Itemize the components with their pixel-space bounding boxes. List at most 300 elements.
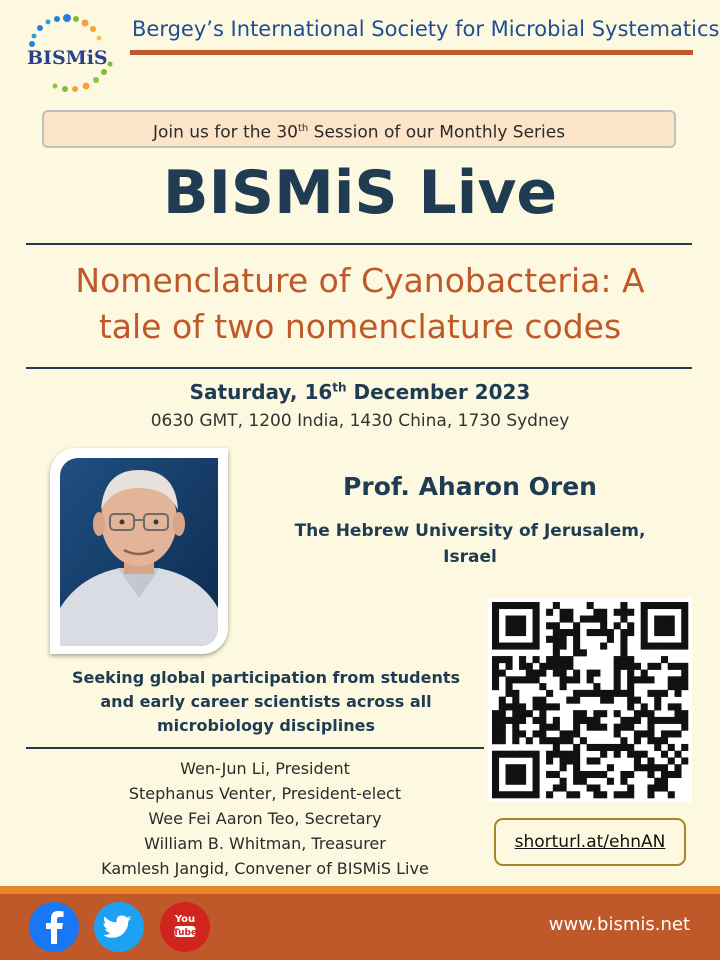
qr-module — [641, 703, 648, 710]
qr-module — [519, 602, 526, 609]
qr-module — [614, 690, 621, 697]
qr-module — [627, 697, 634, 704]
qr-module — [533, 730, 540, 737]
qr-module — [661, 730, 668, 737]
qr-module — [573, 791, 580, 798]
qr-module — [607, 778, 614, 785]
qr-module — [600, 751, 607, 758]
qr-module — [512, 703, 519, 710]
qr-module — [647, 676, 654, 683]
organization-name: Bergey’s International Society for Microbial Systematics — [132, 17, 720, 41]
qr-module — [647, 710, 654, 717]
qr-module — [519, 764, 526, 771]
qr-module — [560, 764, 567, 771]
qr-module — [681, 629, 688, 636]
banner-ordinal: th — [298, 123, 309, 134]
qr-module — [627, 751, 634, 758]
qr-module — [506, 778, 513, 785]
qr-module — [573, 778, 580, 785]
qr-module — [681, 717, 688, 724]
qr-module — [614, 744, 621, 751]
qr-module — [533, 757, 540, 764]
qr-module — [512, 710, 519, 717]
qr-module — [580, 649, 587, 656]
qr-module — [681, 643, 688, 650]
qr-module — [661, 622, 668, 629]
qr-module — [593, 683, 600, 690]
qr-module — [587, 724, 594, 731]
qr-module — [593, 791, 600, 798]
qr-module — [539, 730, 546, 737]
qr-module — [539, 737, 546, 744]
qr-module — [560, 609, 567, 616]
qr-module — [674, 764, 681, 771]
qr-module — [492, 757, 499, 764]
qr-module — [674, 710, 681, 717]
title-divider-bottom — [26, 367, 692, 369]
qr-module — [627, 784, 634, 791]
qr-module — [573, 697, 580, 704]
event-date-day: Saturday, 16 — [189, 380, 333, 404]
officers-list — [60, 756, 470, 881]
qr-module — [560, 643, 567, 650]
qr-module — [674, 643, 681, 650]
qr-module — [566, 676, 573, 683]
qr-module — [681, 616, 688, 623]
qr-module — [681, 744, 688, 751]
qr-module — [512, 737, 519, 744]
qr-module — [553, 629, 560, 636]
qr-module — [573, 629, 580, 636]
event-date-month-year: December 2023 — [346, 380, 531, 404]
qr-module — [566, 629, 573, 636]
qr-module — [512, 791, 519, 798]
qr-module — [647, 724, 654, 731]
qr-module — [614, 791, 621, 798]
qr-module — [533, 656, 540, 663]
qr-module — [627, 622, 634, 629]
qr-module — [499, 602, 506, 609]
officer-president-elect: Stephanus Venter, President-elect — [128, 784, 402, 803]
qr-module — [614, 609, 621, 616]
qr-module — [492, 656, 499, 663]
qr-module — [668, 622, 675, 629]
qr-module — [607, 764, 614, 771]
qr-module — [533, 697, 540, 704]
qr-module — [512, 730, 519, 737]
qr-module — [553, 602, 560, 609]
qr-module — [566, 730, 573, 737]
qr-module — [587, 717, 594, 724]
qr-module — [647, 791, 654, 798]
qr-module — [506, 656, 513, 663]
qr-module — [600, 622, 607, 629]
facebook-glyph-icon — [29, 902, 79, 952]
qr-module — [654, 643, 661, 650]
qr-module — [560, 757, 567, 764]
qr-module — [620, 643, 627, 650]
qr-module — [654, 697, 661, 704]
qr-module — [641, 636, 648, 643]
qr-module — [654, 744, 661, 751]
qr-module — [681, 609, 688, 616]
qr-module — [512, 690, 519, 697]
logo-wordmark: BISMiS — [27, 47, 108, 69]
twitter-bird-icon — [94, 902, 144, 952]
qr-module — [661, 784, 668, 791]
qr-module — [627, 690, 634, 697]
qr-module — [533, 717, 540, 724]
qr-module — [634, 663, 641, 670]
qr-module — [674, 771, 681, 778]
qr-module — [620, 717, 627, 724]
qr-module — [620, 656, 627, 663]
qr-module — [661, 751, 668, 758]
qr-module — [681, 676, 688, 683]
qr-module — [560, 629, 567, 636]
qr-module — [593, 771, 600, 778]
qr-module — [661, 643, 668, 650]
qr-module — [668, 771, 675, 778]
qr-module — [674, 703, 681, 710]
qr-module — [553, 670, 560, 677]
qr-module — [668, 616, 675, 623]
qr-module — [587, 690, 594, 697]
qr-module — [593, 784, 600, 791]
qr-module — [587, 744, 594, 751]
qr-module — [533, 778, 540, 785]
qr-module — [553, 717, 560, 724]
qr-module — [560, 670, 567, 677]
qr-module — [566, 616, 573, 623]
qr-module — [614, 751, 621, 758]
qr-module — [641, 629, 648, 636]
qr-module — [553, 622, 560, 629]
qr-module — [647, 643, 654, 650]
qr-module — [519, 703, 526, 710]
qr-module — [634, 697, 641, 704]
footer-stripe — [0, 886, 720, 894]
qr-module — [674, 730, 681, 737]
qr-module — [546, 609, 553, 616]
qr-module — [533, 676, 540, 683]
qr-module — [600, 643, 607, 650]
session-banner — [42, 110, 676, 148]
qr-module — [641, 609, 648, 616]
qr-module — [587, 784, 594, 791]
qr-module — [506, 643, 513, 650]
qr-module — [634, 764, 641, 771]
qr-module — [674, 602, 681, 609]
qr-module — [519, 710, 526, 717]
registration-short-url[interactable]: shorturl.at/ehnAN — [494, 818, 686, 866]
qr-module — [573, 751, 580, 758]
qr-module — [681, 636, 688, 643]
qr-module — [614, 656, 621, 663]
qr-module — [566, 697, 573, 704]
qr-module — [573, 717, 580, 724]
qr-module — [593, 724, 600, 731]
qr-module — [553, 771, 560, 778]
qr-module — [506, 676, 513, 683]
qr-module — [641, 643, 648, 650]
qr-module — [492, 751, 499, 758]
qr-module — [681, 724, 688, 731]
qr-module — [499, 737, 506, 744]
qr-module — [661, 778, 668, 785]
qr-module — [580, 737, 587, 744]
qr-module — [499, 751, 506, 758]
speaker-photo — [60, 458, 218, 646]
qr-module — [620, 663, 627, 670]
qr-module — [533, 609, 540, 616]
qr-module — [560, 616, 567, 623]
qr-module — [499, 643, 506, 650]
event-date — [0, 380, 720, 404]
qr-module — [566, 737, 573, 744]
qr-module — [512, 602, 519, 609]
qr-module — [620, 690, 627, 697]
qr-module — [654, 784, 661, 791]
qr-module — [560, 636, 567, 643]
qr-module — [668, 683, 675, 690]
qr-module — [647, 771, 654, 778]
qr-module — [627, 683, 634, 690]
qr-module — [499, 730, 506, 737]
qr-module — [492, 636, 499, 643]
qr-module — [600, 771, 607, 778]
qr-module — [668, 717, 675, 724]
qr-module — [499, 710, 506, 717]
qr-module — [627, 663, 634, 670]
qr-module — [654, 737, 661, 744]
qr-module — [499, 703, 506, 710]
qr-module — [492, 764, 499, 771]
qr-module — [668, 663, 675, 670]
qr-module — [492, 670, 499, 677]
qr-module — [627, 629, 634, 636]
qr-module — [587, 629, 594, 636]
qr-module — [492, 609, 499, 616]
qr-module — [512, 676, 519, 683]
qr-module — [492, 724, 499, 731]
qr-module — [593, 670, 600, 677]
website-link[interactable]: www.bismis.net — [548, 914, 690, 935]
qr-module — [587, 602, 594, 609]
qr-module — [560, 737, 567, 744]
qr-module — [620, 609, 627, 616]
qr-module — [620, 602, 627, 609]
qr-module — [573, 730, 580, 737]
qr-module — [620, 649, 627, 656]
qr-module — [627, 609, 634, 616]
twitter-icon[interactable] — [94, 902, 144, 952]
qr-module — [506, 602, 513, 609]
qr-module — [661, 764, 668, 771]
qr-module — [533, 643, 540, 650]
qr-module — [661, 616, 668, 623]
qr-module — [593, 744, 600, 751]
qr-module — [647, 737, 654, 744]
facebook-icon[interactable] — [29, 902, 79, 952]
qr-module — [580, 710, 587, 717]
youtube-icon[interactable] — [160, 902, 210, 952]
qr-module — [607, 744, 614, 751]
qr-module — [526, 791, 533, 798]
qr-module — [573, 676, 580, 683]
qr-module — [627, 744, 634, 751]
participation-line-2: and early career scientists across all — [100, 692, 432, 711]
qr-module — [492, 710, 499, 717]
qr-module — [620, 629, 627, 636]
qr-module — [560, 730, 567, 737]
talk-title-line-2: tale of two nomenclature codes — [98, 307, 622, 346]
qr-module — [553, 649, 560, 656]
qr-module — [573, 643, 580, 650]
qr-module — [526, 643, 533, 650]
qr-module — [620, 771, 627, 778]
qr-module — [600, 616, 607, 623]
speaker-affiliation-line-2: Israel — [443, 547, 497, 567]
qr-module — [674, 663, 681, 670]
qr-module — [593, 690, 600, 697]
qr-module — [573, 710, 580, 717]
qr-module — [492, 791, 499, 798]
qr-module — [539, 710, 546, 717]
qr-module — [553, 724, 560, 731]
qr-module — [573, 771, 580, 778]
qr-module — [492, 717, 499, 724]
qr-module — [620, 744, 627, 751]
qr-module — [546, 751, 553, 758]
qr-module — [600, 697, 607, 704]
qr-module — [600, 724, 607, 731]
qr-module — [526, 676, 533, 683]
title-divider-top — [26, 243, 692, 245]
qr-module — [492, 730, 499, 737]
qr-module — [566, 791, 573, 798]
qr-module — [499, 724, 506, 731]
speaker-affiliation-line-1: The Hebrew University of Jerusalem, — [294, 521, 646, 541]
qr-module — [519, 616, 526, 623]
qr-module — [492, 629, 499, 636]
qr-module — [553, 663, 560, 670]
qr-module — [526, 602, 533, 609]
qr-module — [654, 602, 661, 609]
qr-module — [533, 751, 540, 758]
qr-module — [519, 629, 526, 636]
qr-module — [641, 670, 648, 677]
qr-module — [573, 764, 580, 771]
youtube-label-you: You — [174, 914, 196, 925]
qr-module — [533, 771, 540, 778]
qr-module — [499, 717, 506, 724]
qr-module — [627, 791, 634, 798]
event-times: 0630 GMT, 1200 India, 1430 China, 1730 Sydney — [150, 411, 570, 431]
qr-module — [546, 656, 553, 663]
qr-module — [627, 670, 634, 677]
qr-module — [499, 697, 506, 704]
qr-module — [560, 663, 567, 670]
qr-module — [492, 737, 499, 744]
qr-module — [492, 616, 499, 623]
qr-module — [607, 636, 614, 643]
qr-module — [499, 791, 506, 798]
qr-module — [512, 616, 519, 623]
qr-module — [634, 757, 641, 764]
qr-module — [533, 629, 540, 636]
qr-module — [526, 663, 533, 670]
qr-module — [654, 764, 661, 771]
qr-module — [681, 670, 688, 677]
qr-module — [627, 676, 634, 683]
registration-qr-code[interactable] — [488, 598, 692, 802]
qr-module — [526, 737, 533, 744]
qr-code-icon — [488, 598, 692, 802]
qr-module — [600, 710, 607, 717]
qr-module — [647, 663, 654, 670]
qr-module — [506, 764, 513, 771]
qr-module — [681, 602, 688, 609]
officer-convener: Kamlesh Jangid, Convener of BISMiS Live — [101, 859, 429, 878]
qr-module — [614, 730, 621, 737]
qr-module — [553, 656, 560, 663]
qr-module — [641, 730, 648, 737]
qr-module — [492, 602, 499, 609]
qr-module — [566, 757, 573, 764]
qr-module — [519, 643, 526, 650]
qr-module — [607, 629, 614, 636]
qr-module — [539, 703, 546, 710]
qr-module — [512, 778, 519, 785]
participation-message — [48, 666, 484, 738]
qr-module — [492, 784, 499, 791]
qr-module — [506, 771, 513, 778]
qr-module — [593, 710, 600, 717]
qr-module — [674, 717, 681, 724]
qr-module — [512, 622, 519, 629]
qr-module — [526, 710, 533, 717]
officer-president: Wen-Jun Li, President — [180, 759, 350, 778]
qr-module — [512, 629, 519, 636]
qr-module — [512, 771, 519, 778]
qr-module — [647, 602, 654, 609]
qr-module — [647, 717, 654, 724]
header-divider — [130, 50, 693, 55]
qr-module — [647, 784, 654, 791]
qr-module — [641, 602, 648, 609]
officers-divider — [26, 747, 484, 749]
banner-text-start: Join us for the 30 — [152, 122, 299, 143]
qr-module — [668, 643, 675, 650]
qr-module — [553, 636, 560, 643]
qr-module — [553, 703, 560, 710]
qr-module — [539, 670, 546, 677]
qr-module — [546, 663, 553, 670]
qr-module — [641, 710, 648, 717]
qr-module — [506, 751, 513, 758]
qr-module — [654, 622, 661, 629]
qr-module — [607, 697, 614, 704]
qr-module — [566, 751, 573, 758]
qr-module — [641, 622, 648, 629]
qr-module — [573, 670, 580, 677]
speaker-portrait-icon — [60, 458, 218, 646]
qr-module — [580, 717, 587, 724]
qr-module — [546, 757, 553, 764]
qr-module — [681, 757, 688, 764]
talk-title — [20, 258, 700, 350]
